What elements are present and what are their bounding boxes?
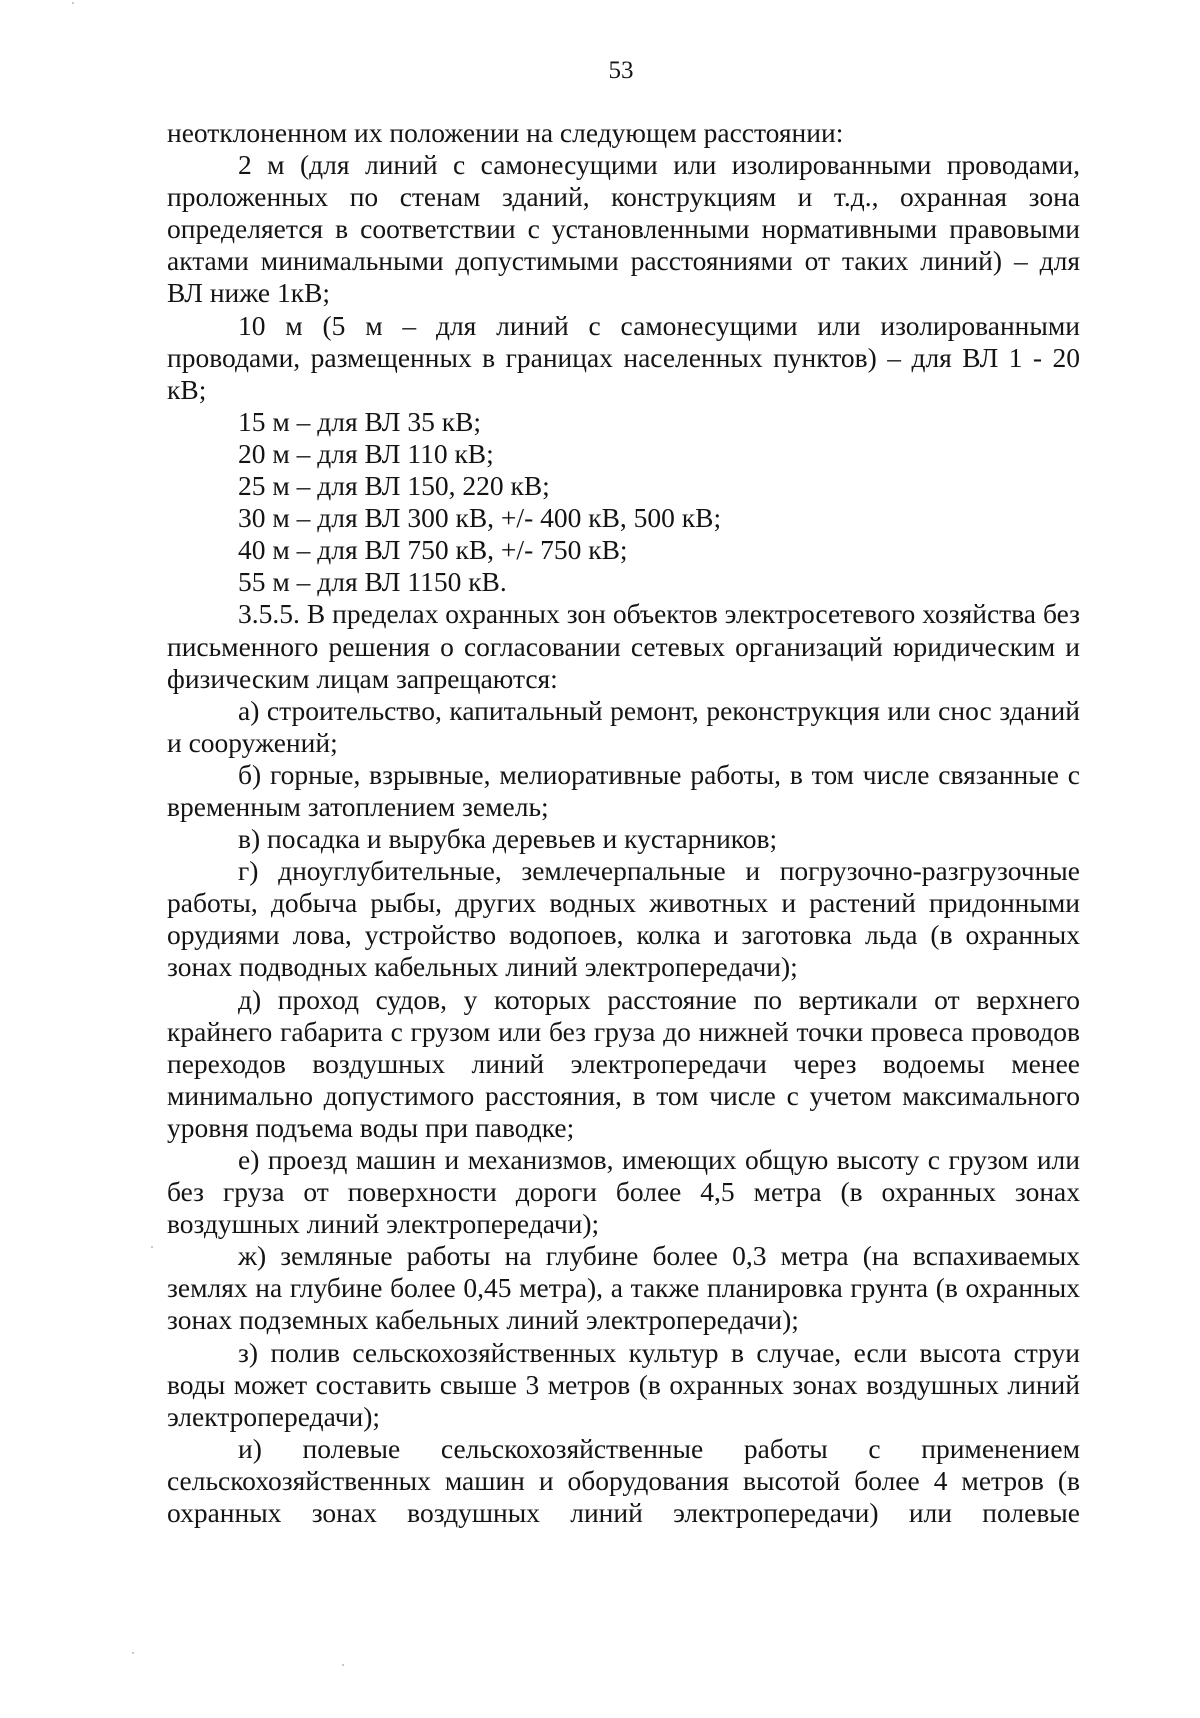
paragraph-3-5-5: 3.5.5. В пределах охранных зон объектов электросетевого хозяйства без письменного решения о согласовании сетевых организаций юридическим и физическим лицам запрещаются:: [167, 598, 1080, 694]
scan-speck: [132, 1652, 134, 1654]
item-d: д) проход судов, у которых расстояние по вертикали от верхнего крайнего габарита с грузом или без груза до нижней точки провеса проводов переходов воздушных линий электропередачи через водоемы менее минимально допустимого расстояния, в том числе с учетом максимального уровня подъема воды при паводке;: [167, 983, 1080, 1143]
list-item-55m: 55 м – для ВЛ 1150 кВ.: [238, 566, 507, 598]
list-item-25m: 25 м – для ВЛ 150, 220 кВ;: [238, 470, 550, 502]
list-item-20m: 20 м – для ВЛ 110 кВ;: [238, 437, 494, 469]
page-number: 53: [608, 57, 634, 84]
paragraph-2m: 2 м (для линий с самонесущими или изолированными проводами, проложенных по стенам зданий, конструкциям и т.д., охранная зона определяется в соответствии с установленными нормативными правовыми актами минимальными допустимыми расстояниями от таких линий) – для ВЛ ниже 1кВ;: [167, 149, 1080, 309]
item-e: е) проезд машин и механизмов, имеющих общую высоту с грузом или без груза от поверхности дороги более 4,5 метра (в охранных зонах воздушных линий электропередачи);: [167, 1144, 1080, 1240]
body-text: [167, 117, 1080, 1529]
list-item-30m: 30 м – для ВЛ 300 кВ, +/- 400 кВ, 500 кВ;: [238, 502, 722, 534]
item-i: и) полевые сельскохозяйственные работы с применением сельскохозяйственных машин и оборудования высотой более 4 метров (в охранных зонах воздушных линий электропередачи) или полевые: [167, 1432, 1080, 1529]
item-z: з) полив сельскохозяйственных культур в случае, если высота струи воды может составить свыше 3 метров (в охранных зонах воздушных линий электропередачи);: [167, 1336, 1080, 1432]
paragraph-10m: 10 м (5 м – для линий с самонесущими или изолированными проводами, размещенных в границах населенных пунктов) – для ВЛ 1 - 20 кВ;: [167, 309, 1080, 405]
list-item-40m: 40 м – для ВЛ 750 кВ, +/- 750 кВ;: [238, 534, 628, 566]
list-item-15m: 15 м – для ВЛ 35 кВ;: [238, 405, 482, 437]
item-g: г) дноуглубительные, землечерпальные и погрузочно-разгрузочные работы, добыча рыбы, других водных животных и растений придонными орудиями лова, устройство водопоев, колка и заготовка льда (в охранных зонах подводных кабельных линий электропередачи);: [167, 855, 1080, 983]
paragraph-continuation: неотклоненном их положении на следующем расстоянии:: [167, 117, 844, 148]
item-a: а) строительство, капитальный ремонт, реконструкция или снос зданий и сооружений;: [167, 694, 1080, 758]
scan-speck: [151, 1246, 153, 1248]
item-v: в) посадка и вырубка деревьев и кустарников;: [238, 823, 778, 855]
scan-speck: [342, 1664, 344, 1666]
scan-speck: [72, 2, 74, 4]
item-zh: ж) земляные работы на глубине более 0,3 метра (на вспахиваемых землях на глубине более 0,45 метра), а также планировка грунта (в охранных зонах подземных кабельных линий электропередачи);: [167, 1240, 1080, 1336]
item-b: б) горные, взрывные, мелиоративные работы, в том числе связанные с временным затоплением земель;: [167, 758, 1080, 822]
